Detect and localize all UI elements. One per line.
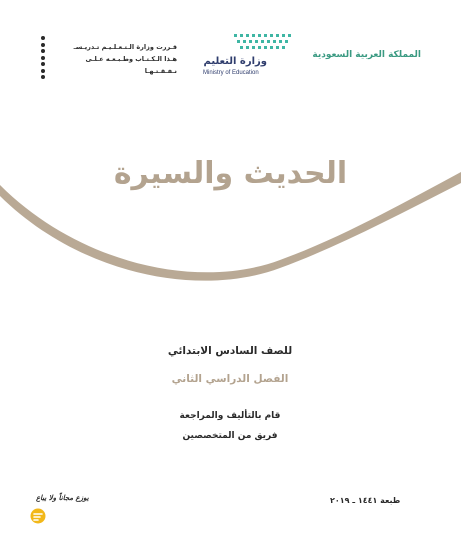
kingdom-label: المملكة العربية السعودية bbox=[312, 50, 421, 60]
free-distribution-label: يوزع مجاناً ولا يباع bbox=[36, 494, 89, 502]
decree-text bbox=[52, 41, 177, 77]
publisher-badge-icon bbox=[30, 508, 46, 524]
decree-line-2: هـذا الـكـتـاب وطـبـعـه عـلـى نـفـقـتـهـا bbox=[85, 55, 177, 75]
decree-dots-icon bbox=[41, 36, 47, 80]
book-title: الحديث والسيرة bbox=[113, 156, 348, 191]
grade-label: للصف السادس الابتدائي bbox=[167, 345, 293, 357]
edition-label: طبعة ١٤٤١ ـ ٢٠١٩ bbox=[330, 496, 401, 505]
authors-block bbox=[150, 406, 310, 446]
authors-line-1: قام بالتأليف والمراجعة bbox=[179, 411, 281, 421]
semester-label: الفصل الدراسي الثاني bbox=[171, 373, 289, 385]
ministry-name-ar: وزارة التعليم bbox=[203, 56, 267, 67]
decree-line-1: قـررت وزارة الـتـعـلـيـم تـدريـسـ bbox=[73, 43, 177, 51]
authors-line-2: فريق من المتخصصين bbox=[182, 431, 278, 441]
ministry-name-en: Ministry of Education bbox=[203, 70, 259, 76]
